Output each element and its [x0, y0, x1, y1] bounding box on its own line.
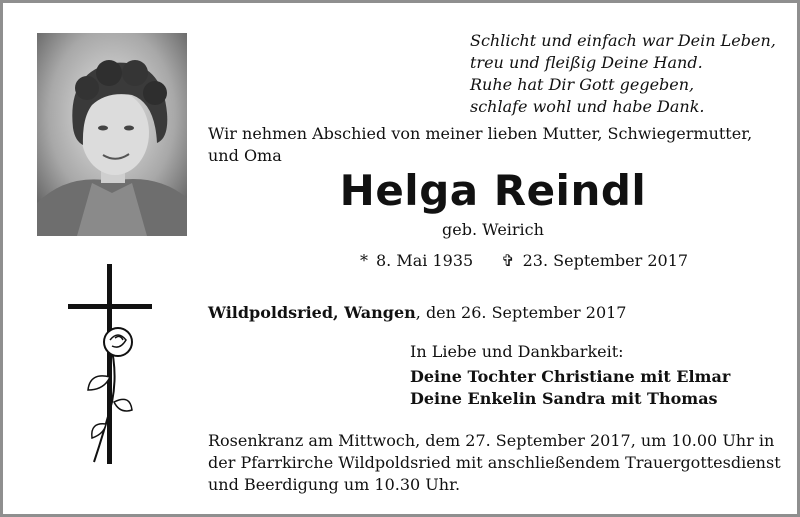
funeral-details [208, 430, 788, 496]
birth-date: 8. Mai 1935 [376, 251, 474, 270]
mourners-list [410, 366, 730, 410]
notice-date: , den 26. September 2017 [415, 303, 627, 322]
farewell-intro: Wir nehmen Abschied von meiner lieben Mutter, Schwiegermutter, und Oma [208, 124, 753, 165]
deceased-name: Helga Reindl [339, 166, 647, 215]
place: Wildpoldsried, Wangen [208, 303, 416, 322]
life-dates [360, 250, 688, 272]
portrait-photo [37, 33, 187, 236]
funeral-line: Rosenkranz am Mittwoch, dem 27. September 2017, um 10.00 Uhr in [208, 431, 775, 450]
place-and-date [208, 302, 626, 324]
mourner-line: Deine Enkelin Sandra mit Thomas [410, 389, 718, 408]
birth-symbol: * [360, 251, 368, 270]
poem-line: treu und fleißig Deine Hand. [470, 53, 703, 72]
poem-line: Schlicht und einfach war Dein Leben, [470, 31, 776, 50]
mourner-line: Deine Tochter Christiane mit Elmar [410, 367, 731, 386]
poem-line: schlafe wohl und habe Dank. [470, 97, 705, 116]
cross-with-rose-icon [60, 262, 170, 472]
maiden-name: geb. Weirich [442, 220, 544, 239]
poem-line: Ruhe hat Dir Gott gegeben, [470, 75, 695, 94]
death-date: 23. September 2017 [522, 251, 689, 270]
poem [470, 30, 790, 118]
funeral-line: und Beerdigung um 10.30 Uhr. [208, 475, 461, 494]
mourners-heading: In Liebe und Dankbarkeit: [410, 342, 624, 361]
portrait-illustration [37, 33, 187, 236]
death-symbol: ✞ [501, 251, 515, 270]
funeral-line: der Pfarrkirche Wildpoldsried mit anschließendem Trauergottesdienst [208, 453, 781, 472]
